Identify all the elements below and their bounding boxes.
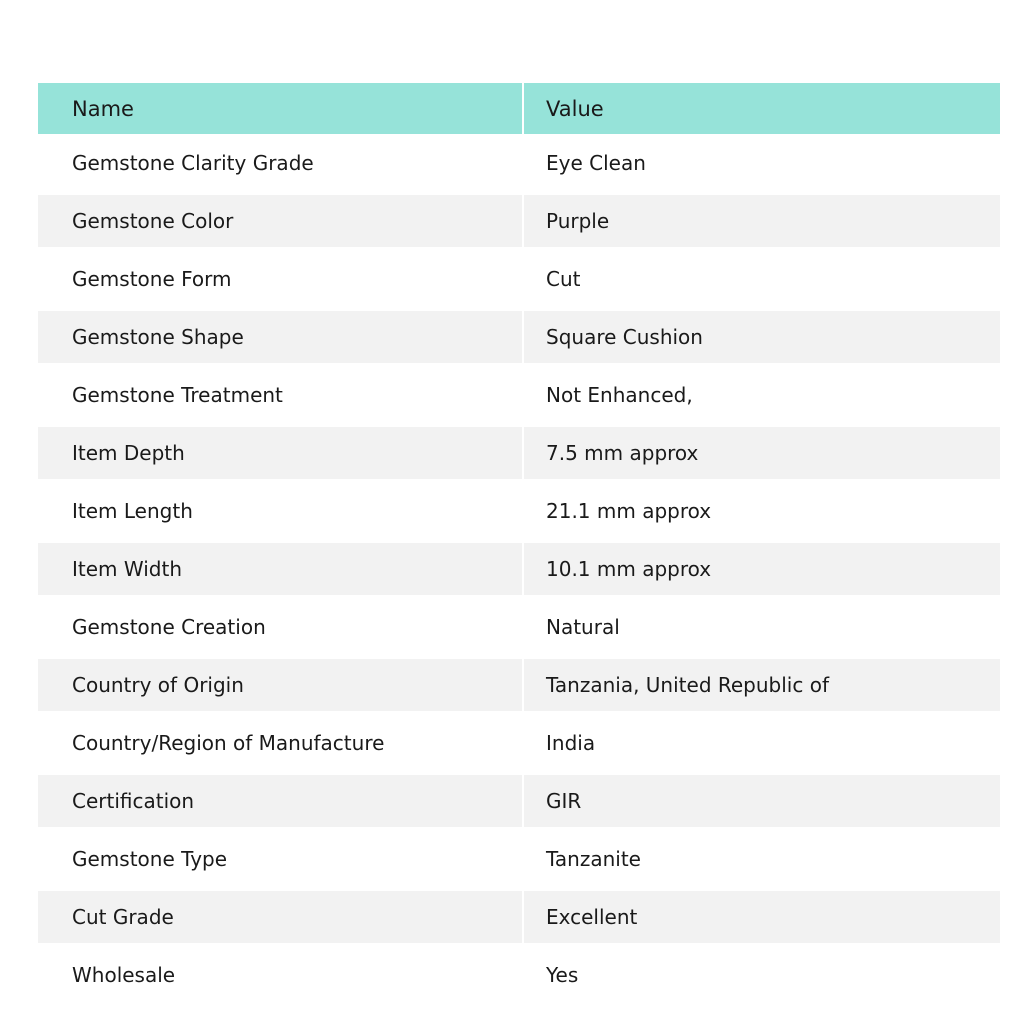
row-name-cell: Item Depth (38, 427, 524, 479)
row-name-cell: Country/Region of Manufacture (38, 714, 524, 772)
table-row (38, 482, 1000, 540)
table-row (38, 946, 1000, 1004)
row-name-cell: Gemstone Shape (38, 311, 524, 363)
row-value-cell: India (546, 731, 596, 755)
table-row (38, 714, 1000, 772)
row-value-cell: Tanzanite (546, 847, 641, 871)
row-name-cell: Gemstone Type (38, 830, 524, 888)
table-row (38, 311, 1000, 363)
row-name-cell: Gemstone Form (38, 250, 524, 308)
row-value-cell: Not Enhanced, (546, 383, 693, 407)
row-name-cell: Gemstone Treatment (38, 366, 524, 424)
row-name-cell: Cut Grade (38, 891, 524, 943)
row-name-cell: Wholesale (38, 946, 524, 1004)
row-value-cell: Natural (546, 615, 620, 639)
table-row (38, 195, 1000, 247)
table-row (38, 366, 1000, 424)
row-value-cell: Tanzania, United Republic of (546, 673, 829, 697)
table-row (38, 250, 1000, 308)
row-value-cell: GIR (546, 789, 582, 813)
row-value-cell: 10.1 mm approx (546, 557, 712, 581)
row-name-cell: Country of Origin (38, 659, 524, 711)
row-name-cell: Gemstone Creation (38, 598, 524, 656)
row-value-cell: 7.5 mm approx (546, 441, 699, 465)
table-header-row (38, 83, 1000, 134)
table-row (38, 543, 1000, 595)
row-value-cell: 21.1 mm approx (546, 499, 712, 523)
table-row (38, 598, 1000, 656)
row-value-cell: Excellent (546, 905, 638, 929)
table-row (38, 830, 1000, 888)
table-body (38, 134, 1000, 1004)
table-row (38, 134, 1000, 192)
name-column-header: Name (38, 83, 524, 134)
row-name-cell: Item Length (38, 482, 524, 540)
row-name-cell: Certification (38, 775, 524, 827)
row-value-cell: Cut (546, 267, 581, 291)
value-column-header: Value (546, 96, 604, 121)
row-name-cell: Gemstone Color (38, 195, 524, 247)
row-value-cell: Yes (546, 963, 579, 987)
row-value-cell: Eye Clean (546, 151, 646, 175)
item-specifics-table (38, 83, 1000, 1004)
row-name-cell: Item Width (38, 543, 524, 595)
row-name-cell: Gemstone Clarity Grade (38, 134, 524, 192)
table-row (38, 891, 1000, 943)
table-row (38, 659, 1000, 711)
row-value-cell: Square Cushion (546, 325, 703, 349)
row-value-cell: Purple (546, 209, 610, 233)
table-row (38, 427, 1000, 479)
table-row (38, 775, 1000, 827)
